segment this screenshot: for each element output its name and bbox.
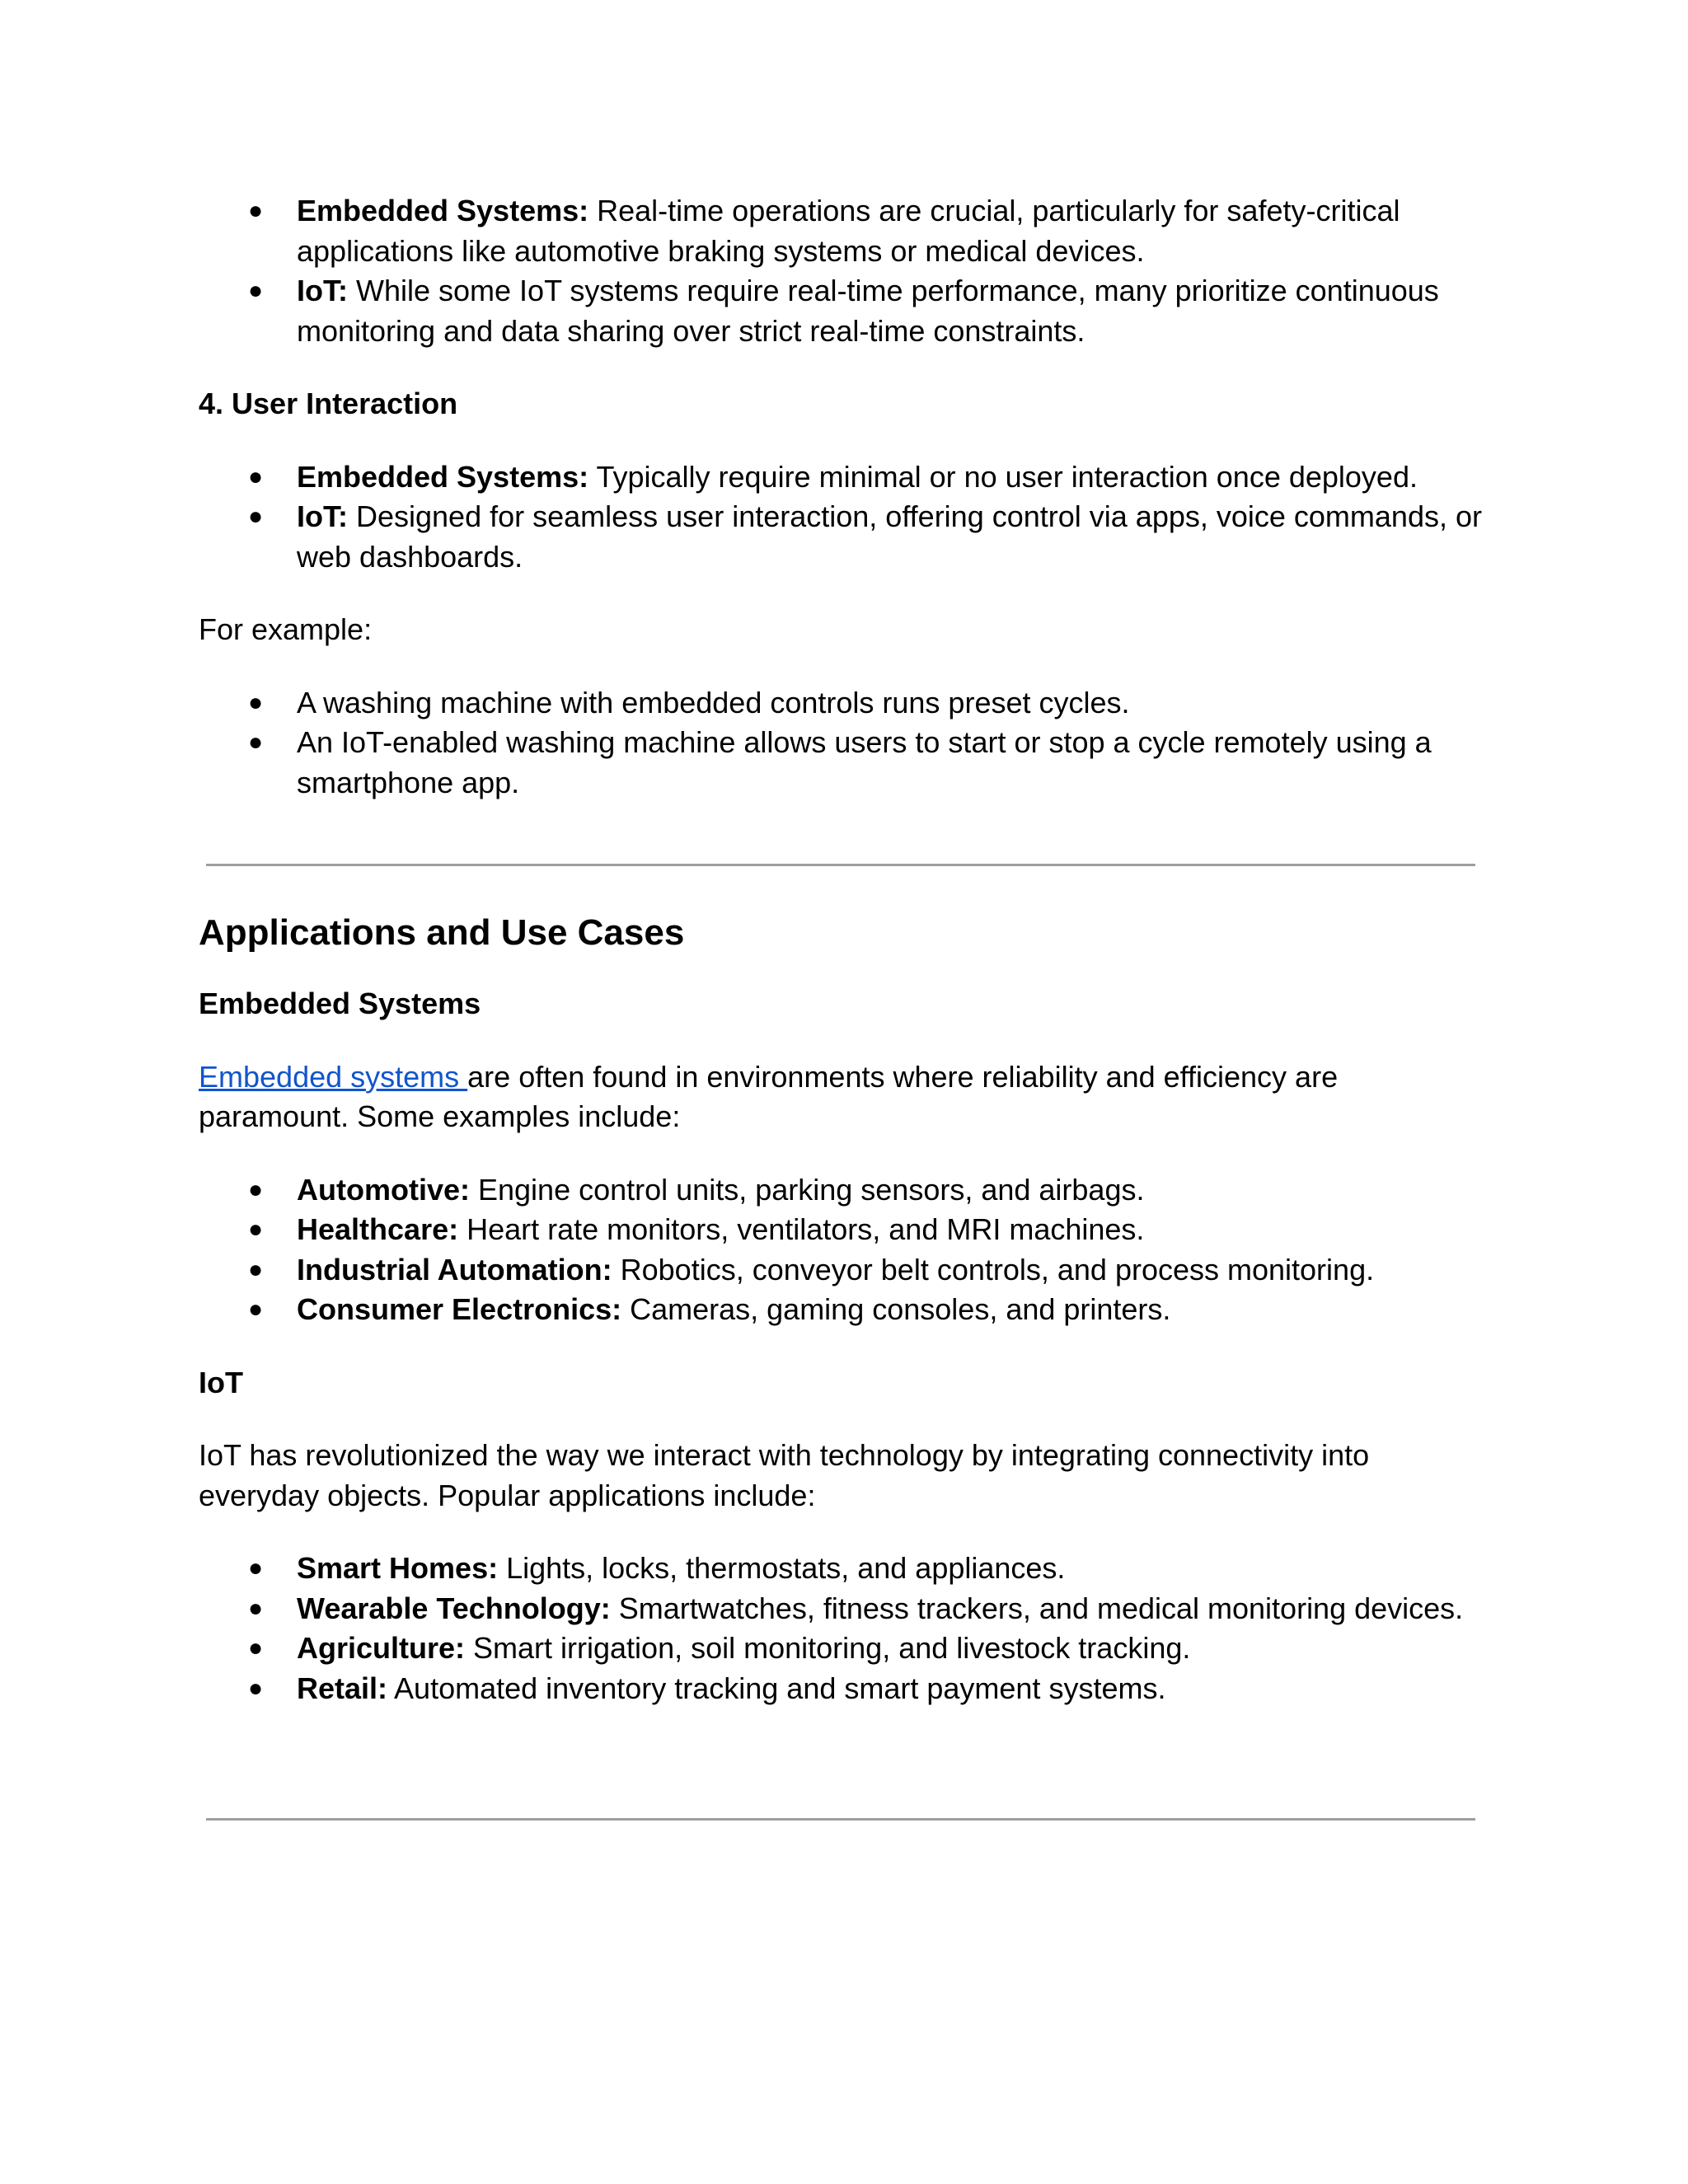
- item-text: Designed for seamless user interaction, offering control via apps, voice commands, or web dashboards.: [297, 499, 1482, 574]
- document-content: [199, 191, 1493, 1708]
- iot-examples-list: [199, 1549, 1493, 1708]
- item-text: Engine control units, parking sensors, and airbags.: [470, 1172, 1145, 1207]
- item-text: An IoT-enabled washing machine allows users to start or stop a cycle remotely using a smartphone app.: [297, 725, 1432, 799]
- user-interaction-list: [199, 457, 1493, 578]
- horizontal-divider: [206, 864, 1475, 866]
- item-label: Smart Homes:: [297, 1551, 499, 1585]
- item-label: Consumer Electronics:: [297, 1292, 622, 1326]
- bullet-icon: ●: [248, 503, 264, 530]
- embedded-systems-link[interactable]: Embedded systems: [199, 1059, 468, 1094]
- item-label: Embedded Systems:: [297, 459, 589, 494]
- item-text: Automated inventory tracking and smart payment systems.: [387, 1671, 1166, 1705]
- embedded-intro-paragraph: [199, 1057, 1493, 1137]
- item-label: Retail:: [297, 1671, 388, 1705]
- item-text: Heart rate monitors, ventilators, and MRI machines.: [458, 1212, 1145, 1246]
- item-text: Robotics, conveyor belt controls, and process monitoring.: [612, 1252, 1375, 1286]
- item-label: Wearable Technology:: [297, 1591, 611, 1625]
- bullet-icon: ●: [248, 1296, 264, 1323]
- section-heading-user-interaction: 4. User Interaction: [199, 387, 458, 420]
- item-text: Smartwatches, fitness trackers, and medical monitoring devices.: [610, 1591, 1464, 1625]
- subheading-iot: IoT: [199, 1365, 243, 1399]
- realtime-list: [199, 191, 1493, 351]
- list-item: [199, 723, 1493, 803]
- bullet-icon: ●: [248, 1634, 264, 1661]
- list-item: [199, 1589, 1493, 1629]
- list-item: [199, 497, 1493, 577]
- horizontal-divider: [206, 1818, 1475, 1821]
- bullet-icon: ●: [248, 1554, 264, 1582]
- list-item: [199, 1549, 1493, 1589]
- list-item: [199, 191, 1493, 271]
- item-label: IoT:: [297, 274, 348, 307]
- bullet-icon: ●: [248, 1674, 264, 1702]
- item-text: A washing machine with embedded controls runs preset cycles.: [297, 685, 1130, 719]
- embedded-examples-list: [199, 1170, 1493, 1330]
- item-label: Embedded Systems:: [297, 194, 589, 227]
- example-intro: For example:: [199, 612, 373, 646]
- bullet-icon: ●: [248, 688, 264, 716]
- examples-list: [199, 683, 1493, 804]
- embedded-intro-text: are often found in environments where reliability and efficiency are paramount. Some examples include:: [199, 1059, 1339, 1133]
- item-text: Real-time operations are crucial, particularly for safety-critical applications like automotive braking systems or medical devices.: [297, 194, 1400, 268]
- list-item: [199, 457, 1493, 498]
- item-label: Healthcare:: [297, 1212, 459, 1246]
- item-label: Automotive:: [297, 1172, 470, 1207]
- item-text: Typically require minimal or no user interaction once deployed.: [588, 459, 1418, 494]
- bullet-icon: ●: [248, 1594, 264, 1622]
- subheading-embedded-systems: Embedded Systems: [199, 987, 481, 1020]
- bullet-icon: ●: [248, 1175, 264, 1203]
- item-text: Cameras, gaming consoles, and printers.: [621, 1292, 1171, 1326]
- item-label: Agriculture:: [297, 1631, 466, 1665]
- item-text: Smart irrigation, soil monitoring, and livestock tracking.: [465, 1631, 1191, 1665]
- item-label: Industrial Automation:: [297, 1252, 612, 1286]
- item-text: While some IoT systems require real-time performance, many prioritize continuous monitoring and data sharing over strict real-time constraints.: [297, 274, 1439, 348]
- list-item: [199, 1290, 1493, 1330]
- list-item: [199, 1250, 1493, 1291]
- bullet-icon: ●: [248, 277, 264, 304]
- list-item: [199, 683, 1493, 724]
- item-text: Lights, locks, thermostats, and appliances.: [498, 1551, 1066, 1585]
- list-item: [199, 1669, 1493, 1709]
- bullet-icon: ●: [248, 1216, 264, 1243]
- bullet-icon: ●: [248, 729, 264, 756]
- list-item: [199, 271, 1493, 351]
- list-item: [199, 1170, 1493, 1211]
- iot-intro-paragraph: IoT has revolutionized the way we interact with technology by integrating connectivity into everyday objects. Popular applications include:: [199, 1438, 1370, 1512]
- bullet-icon: ●: [248, 1255, 264, 1283]
- item-label: IoT:: [297, 499, 348, 533]
- list-item: [199, 1210, 1493, 1250]
- section-heading-applications: Applications and Use Cases: [199, 912, 685, 953]
- bullet-icon: ●: [248, 462, 264, 490]
- bullet-icon: ●: [248, 197, 264, 224]
- list-item: [199, 1629, 1493, 1669]
